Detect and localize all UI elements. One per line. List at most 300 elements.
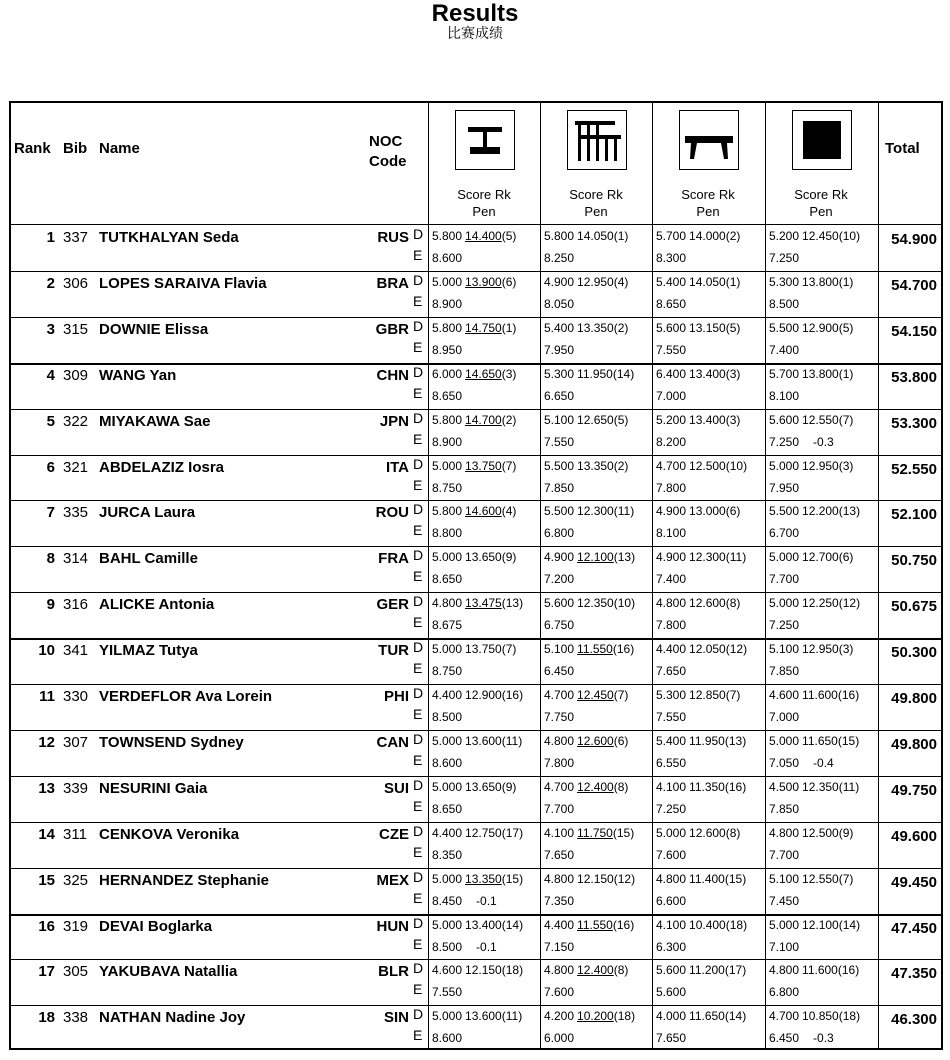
e-score: 7.600 <box>656 847 687 862</box>
apparatus-rank: (11) <box>501 733 523 748</box>
athlete-name: YAKUBAVA Natallia <box>99 963 238 981</box>
d-score: 5.300 <box>769 274 800 289</box>
d-line <box>656 366 743 382</box>
e-line <box>656 1030 686 1046</box>
d-score: 5.000 <box>432 917 463 932</box>
noc-code: SIN <box>383 1009 409 1027</box>
apparatus-score: 13.600 <box>465 733 502 748</box>
e-score: 7.250 <box>769 251 800 265</box>
e-score-label: E <box>413 1027 423 1044</box>
d-line <box>656 733 749 749</box>
apparatus-score-cell <box>540 959 652 1005</box>
d-line <box>769 595 863 611</box>
e-score: 8.500 <box>432 939 463 954</box>
apparatus-score: 11.400 <box>689 871 725 886</box>
d-score: 4.400 <box>544 917 575 932</box>
apparatus-rank: (6) <box>725 504 741 519</box>
apparatus-rank: (17) <box>501 825 524 840</box>
d-line <box>544 641 637 657</box>
d-score: 5.400 <box>544 320 575 335</box>
rank-cell: 11 <box>39 688 55 705</box>
d-line <box>544 366 637 382</box>
apparatus-score: 12.050 <box>689 642 726 657</box>
d-score-label: D <box>413 1006 424 1023</box>
total-score: 46.300 <box>891 1011 937 1029</box>
e-score: 7.700 <box>544 801 575 816</box>
d-line <box>544 503 637 519</box>
apparatus-score: 12.700 <box>802 550 839 565</box>
apparatus-score: 13.350 <box>577 320 614 335</box>
noc-code: PHI <box>383 688 409 705</box>
apparatus-score-cell <box>540 271 652 317</box>
e-score: 7.850 <box>769 801 800 816</box>
table-row <box>11 914 941 960</box>
apparatus-rank: (1) <box>613 229 629 243</box>
apparatus-score-cell <box>428 271 540 317</box>
rank-cell: 18 <box>38 1009 55 1027</box>
apparatus-score: 14.600 <box>465 504 502 519</box>
apparatus-score: 12.350 <box>802 779 839 794</box>
apparatus-rank: (5) <box>838 320 854 335</box>
e-score: 6.600 <box>656 893 687 908</box>
d-score: 5.000 <box>656 825 687 840</box>
rank-cell: 16 <box>38 917 55 935</box>
e-line <box>769 1030 834 1046</box>
apparatus-score-cell <box>428 500 540 546</box>
apparatus-score-cell <box>428 868 540 914</box>
total-score: 52.100 <box>891 506 937 524</box>
apparatus-score: 12.400 <box>577 779 614 794</box>
penalty: -0.3 <box>813 1031 834 1046</box>
e-score: 7.000 <box>656 388 687 403</box>
d-score: 5.000 <box>432 1009 463 1024</box>
e-line <box>769 984 799 1000</box>
rank-cell: 7 <box>46 504 55 522</box>
d-score: 4.900 <box>544 274 575 289</box>
apparatus-score-cell <box>540 1005 652 1051</box>
d-line <box>544 458 631 474</box>
d-score-label: D <box>413 226 424 242</box>
d-line <box>432 687 526 703</box>
athlete-name: WANG Yan <box>99 366 177 384</box>
apparatus-score: 11.600 <box>802 688 838 702</box>
e-score-label: E <box>413 981 423 998</box>
bib-cell: 316 <box>63 596 89 614</box>
e-score: 7.550 <box>656 710 687 724</box>
e-score: 7.650 <box>544 847 575 862</box>
e-line <box>656 663 686 679</box>
total-score: 53.300 <box>891 414 937 432</box>
apparatus-score-cell <box>540 500 652 546</box>
athlete-name: VERDEFLOR Ava Lorein <box>99 688 273 705</box>
d-score: 5.000 <box>432 274 463 289</box>
e-score: 7.400 <box>656 572 687 587</box>
e-line <box>769 388 799 404</box>
e-line <box>656 939 686 955</box>
rank-cell: 8 <box>46 550 55 568</box>
athlete-name: NESURINI Gaia <box>99 779 208 797</box>
apparatus-rank: (14) <box>612 366 635 381</box>
d-line <box>432 1008 525 1024</box>
apparatus-rank: (7) <box>725 688 741 702</box>
d-score: 4.400 <box>432 688 463 702</box>
noc-code: GER <box>376 596 409 614</box>
e-score: 8.450 <box>432 893 463 908</box>
d-line <box>656 917 750 933</box>
e-score: 7.600 <box>544 985 575 1000</box>
e-score: 7.850 <box>769 664 800 679</box>
e-line <box>432 250 462 266</box>
apparatus-score-cell <box>652 225 764 271</box>
apparatus-rank: (7) <box>501 458 517 473</box>
d-score: 4.500 <box>769 779 800 794</box>
noc-code: BRA <box>376 274 409 292</box>
e-score: 7.000 <box>769 710 800 724</box>
d-score: 5.800 <box>432 229 463 243</box>
d-line <box>656 274 743 290</box>
apparatus-score: 12.600 <box>689 825 726 840</box>
e-line <box>656 525 686 541</box>
apparatus-rank: (3) <box>838 458 854 473</box>
d-line <box>656 687 743 703</box>
d-score: 4.800 <box>432 596 463 611</box>
apparatus-score: 10.850 <box>802 1009 839 1024</box>
rank-cell: 14 <box>38 825 55 843</box>
apparatus-score-cell <box>428 959 540 1005</box>
d-score-label: D <box>413 776 424 793</box>
floor-exercise-icon <box>792 110 852 170</box>
table-row <box>11 959 941 1005</box>
d-score: 5.000 <box>432 871 463 886</box>
apparatus-score-cell <box>652 914 764 960</box>
d-line <box>656 412 743 428</box>
apparatus-score-cell <box>428 317 540 363</box>
bib-cell: 307 <box>63 733 89 751</box>
d-score-label: D <box>413 685 424 701</box>
noc-code-header: Code <box>369 153 407 170</box>
table-row <box>11 776 941 822</box>
score-rk-header: Score Rk <box>794 187 848 202</box>
e-line <box>544 755 574 771</box>
rank-cell: 2 <box>46 274 55 292</box>
d-line <box>432 412 519 428</box>
e-line <box>544 709 574 725</box>
apparatus-score-cell <box>765 500 877 546</box>
d-score: 6.000 <box>432 366 463 381</box>
e-line <box>656 296 686 312</box>
bib-cell: 341 <box>63 642 89 660</box>
e-line <box>544 617 574 633</box>
d-score: 5.000 <box>769 917 800 932</box>
e-line <box>544 571 574 587</box>
table-row <box>11 363 941 409</box>
apparatus-score-cell <box>765 730 877 776</box>
d-score: 5.800 <box>432 320 463 335</box>
total-header: Total <box>885 140 920 157</box>
d-score: 4.400 <box>432 825 463 840</box>
apparatus-score-cell <box>652 500 764 546</box>
noc-code: JPN <box>379 412 409 430</box>
d-line <box>769 962 862 978</box>
apparatus-score: 13.750 <box>465 642 502 657</box>
e-score: 8.650 <box>432 388 463 403</box>
e-score: 8.500 <box>769 296 800 311</box>
apparatus-score-cell <box>765 822 877 868</box>
apparatus-score: 12.900 <box>802 320 839 335</box>
apparatus-score: 13.650 <box>465 550 502 565</box>
balance-beam-icon <box>679 110 739 170</box>
e-line <box>769 571 799 587</box>
apparatus-rank: (1) <box>501 320 517 335</box>
apparatus-score-cell <box>765 271 877 317</box>
e-line <box>544 434 574 450</box>
apparatus-score: 14.750 <box>465 320 502 335</box>
e-line <box>432 296 462 312</box>
apparatus-score: 13.750 <box>465 458 502 473</box>
apparatus-score-cell <box>652 409 764 455</box>
e-score: 6.450 <box>769 1031 800 1046</box>
apparatus-score-cell <box>540 225 652 271</box>
e-score-label: E <box>413 935 423 952</box>
d-line <box>656 641 750 657</box>
apparatus-score-cell <box>428 225 540 271</box>
total-score: 49.800 <box>891 735 937 753</box>
apparatus-score-cell <box>652 546 764 592</box>
apparatus-rank: (16) <box>724 779 747 794</box>
table-row <box>11 225 941 271</box>
d-line <box>769 320 856 336</box>
apparatus-rank: (15) <box>724 871 747 886</box>
d-line <box>544 962 631 978</box>
apparatus-rank: (5) <box>501 229 517 243</box>
apparatus-score: 11.600 <box>802 963 838 978</box>
bib-header: Bib <box>63 140 88 157</box>
apparatus-score: 13.350 <box>465 871 502 886</box>
apparatus-score-cell <box>428 409 540 455</box>
d-line <box>769 825 856 841</box>
e-score-label: E <box>413 384 423 401</box>
apparatus-score-cell <box>540 776 652 822</box>
e-line <box>769 480 799 496</box>
e-line <box>769 617 799 633</box>
apparatus-rank: (7) <box>613 688 629 702</box>
d-score: 4.200 <box>544 1009 575 1024</box>
d-score: 5.000 <box>769 733 800 748</box>
apparatus-score: 13.400 <box>465 917 502 932</box>
e-score: 6.800 <box>544 526 575 541</box>
rank-cell: 13 <box>38 779 55 797</box>
apparatus-score-cell <box>765 225 877 271</box>
score-rk-header: Score Rk <box>457 187 511 202</box>
total-score: 50.675 <box>891 598 937 616</box>
apparatus-rank: (4) <box>613 274 629 289</box>
d-score: 5.100 <box>769 642 800 657</box>
bib-cell: 325 <box>63 871 89 889</box>
d-line <box>656 779 749 795</box>
e-line <box>544 663 574 679</box>
e-score: 7.100 <box>769 939 800 954</box>
apparatus-score: 11.950 <box>689 733 725 748</box>
apparatus-score: 12.150 <box>577 871 614 886</box>
d-line <box>432 366 519 382</box>
apparatus-score: 12.750 <box>465 825 502 840</box>
e-line <box>544 984 574 1000</box>
apparatus-score: 11.550 <box>577 917 613 932</box>
apparatus-score-cell <box>540 822 652 868</box>
apparatus-score-cell <box>652 822 764 868</box>
athlete-name: JURCA Laura <box>99 504 196 522</box>
table-row <box>11 684 941 730</box>
d-score: 4.700 <box>544 688 575 702</box>
apparatus-rank: (9) <box>501 550 517 565</box>
d-score: 4.800 <box>769 825 800 840</box>
apparatus-rank: (8) <box>725 825 741 840</box>
table-row <box>11 822 941 868</box>
e-score: 7.350 <box>544 893 575 908</box>
bib-cell: 330 <box>63 688 89 705</box>
d-score-label: D <box>413 271 424 288</box>
bib-cell: 337 <box>63 229 89 246</box>
apparatus-score-cell <box>428 822 540 868</box>
noc-code: CZE <box>379 825 409 843</box>
noc-code: SUI <box>383 779 409 797</box>
e-line <box>544 893 574 909</box>
apparatus-score: 10.200 <box>577 1009 614 1024</box>
d-line <box>656 458 750 474</box>
apparatus-score: 10.400 <box>689 917 726 932</box>
d-line <box>656 503 743 519</box>
rank-cell: 1 <box>46 229 55 246</box>
e-line <box>769 525 799 541</box>
apparatus-score-cell <box>428 363 540 409</box>
total-score: 50.300 <box>891 644 937 662</box>
apparatus-score-cell <box>652 317 764 363</box>
e-score-label: E <box>413 797 423 814</box>
apparatus-score-cell <box>540 317 652 363</box>
apparatus-score-cell <box>652 959 764 1005</box>
d-score: 5.000 <box>432 642 463 657</box>
pen-header: Pen <box>809 204 833 219</box>
d-score: 4.800 <box>769 963 800 978</box>
apparatus-score-cell <box>540 409 652 455</box>
rank-cell: 10 <box>38 642 55 660</box>
apparatus-score-cell <box>765 684 877 730</box>
apparatus-rank: (18) <box>725 917 748 932</box>
apparatus-score: 12.550 <box>802 871 839 886</box>
e-score: 8.600 <box>432 251 463 265</box>
total-score: 54.150 <box>891 322 937 340</box>
apparatus-rank: (10) <box>613 596 636 611</box>
d-score: 5.100 <box>769 871 800 886</box>
d-line <box>544 549 638 565</box>
d-score: 5.100 <box>544 412 575 427</box>
apparatus-score: 12.600 <box>577 733 614 748</box>
e-score-label: E <box>413 889 423 906</box>
page-subtitle: 比赛成绩 <box>447 26 503 42</box>
apparatus-rank: (8) <box>725 596 741 611</box>
d-line <box>432 733 525 749</box>
apparatus-score: 14.400 <box>465 229 502 243</box>
apparatus-rank: (10) <box>725 458 748 473</box>
apparatus-rank: (11) <box>501 1009 523 1024</box>
d-score: 4.900 <box>656 550 687 565</box>
athlete-name: DOWNIE Elissa <box>99 320 209 338</box>
pen-header: Pen <box>472 204 496 219</box>
apparatus-score-cell <box>765 638 877 684</box>
apparatus-score: 11.950 <box>577 366 613 381</box>
e-line <box>544 296 574 312</box>
total-score: 54.900 <box>891 231 937 248</box>
e-line <box>544 525 574 541</box>
e-score-label: E <box>413 568 423 585</box>
d-score: 5.700 <box>769 366 800 381</box>
apparatus-score-cell <box>765 546 877 592</box>
d-line <box>769 917 863 933</box>
e-score: 8.350 <box>432 847 463 862</box>
penalty: -0.4 <box>813 755 834 770</box>
d-score-label: D <box>413 960 424 977</box>
e-score-label: E <box>413 614 423 631</box>
score-rk-header: Score Rk <box>569 187 623 202</box>
d-line <box>432 320 519 336</box>
apparatus-score-cell <box>540 638 652 684</box>
e-score: 7.950 <box>544 342 575 357</box>
e-score: 8.650 <box>432 572 463 587</box>
e-score: 8.600 <box>432 755 463 770</box>
apparatus-score-cell <box>652 592 764 638</box>
bib-cell: 311 <box>63 825 87 843</box>
d-line <box>544 871 638 887</box>
table-row <box>11 592 941 638</box>
apparatus-score: 12.350 <box>577 596 614 611</box>
apparatus-rank: (2) <box>613 320 629 335</box>
d-score-label: D <box>413 914 424 931</box>
apparatus-score: 12.850 <box>689 688 726 702</box>
e-score: 6.800 <box>769 985 800 1000</box>
athlete-name: BAHL Camille <box>99 550 198 568</box>
apparatus-rank: (13) <box>724 733 747 748</box>
d-line <box>432 641 519 657</box>
e-line <box>656 480 686 496</box>
apparatus-score-cell <box>765 363 877 409</box>
apparatus-rank: (16) <box>837 688 860 702</box>
apparatus-rank: (3) <box>725 366 741 381</box>
e-score: 8.100 <box>656 526 687 541</box>
apparatus-score: 13.350 <box>577 458 614 473</box>
d-score-label: D <box>413 639 424 656</box>
rank-cell: 9 <box>46 596 55 614</box>
rank-cell: 12 <box>38 733 55 751</box>
apparatus-score: 12.900 <box>465 688 502 702</box>
apparatus-score-cell <box>428 546 540 592</box>
d-score: 5.600 <box>656 320 687 335</box>
d-score: 5.000 <box>432 458 463 473</box>
apparatus-score: 13.400 <box>689 366 726 381</box>
e-score: 6.550 <box>656 755 687 770</box>
e-score: 7.550 <box>432 985 463 1000</box>
athlete-name: YILMAZ Tutya <box>99 642 198 660</box>
apparatus-score-cell <box>652 776 764 822</box>
e-score-label: E <box>413 522 423 539</box>
apparatus-score-cell <box>428 684 540 730</box>
apparatus-score-cell <box>765 1005 877 1051</box>
e-line <box>544 480 574 496</box>
d-line <box>544 733 631 749</box>
athlete-name: TOWNSEND Sydney <box>99 733 244 751</box>
total-score: 49.800 <box>891 690 937 707</box>
e-line <box>432 1030 462 1046</box>
d-line <box>656 228 743 244</box>
